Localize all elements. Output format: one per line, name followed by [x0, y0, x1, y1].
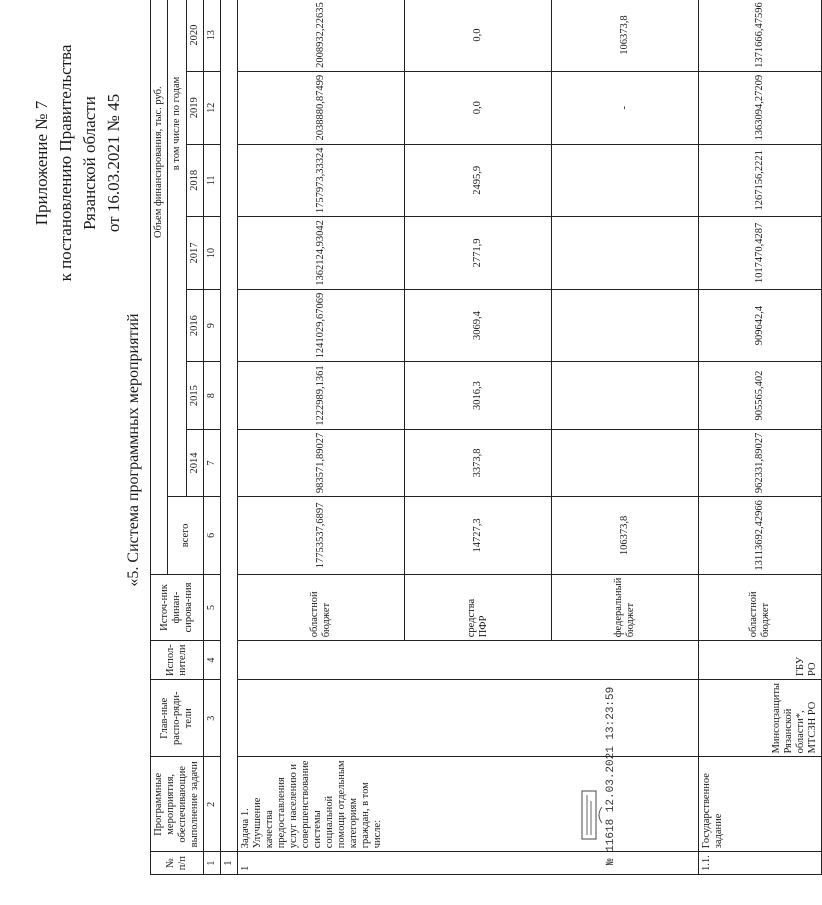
- index-cell: 5: [204, 574, 221, 641]
- index-cell: 12: [204, 71, 221, 144]
- program-measures-table: [150, 0, 822, 875]
- header-managers: Глав-ные распо-ряди-тели: [151, 680, 204, 757]
- year-2019: 2019: [187, 71, 204, 144]
- row-num: 1.1.: [699, 852, 822, 875]
- row-year-value: 3016,3: [405, 362, 552, 429]
- header-source: Источ-ник финан-сирова-ния: [151, 574, 204, 641]
- row-year-value: 1241029,67069: [238, 289, 405, 362]
- row-manager: Минсоцзащиты Рязанской области*, МТСЗН РО: [699, 680, 822, 757]
- row-source: областной бюджет: [699, 574, 822, 641]
- row-measure: Государственное задание: [699, 757, 822, 852]
- section-marker-row: [221, 0, 238, 875]
- header-measures: Программные мероприятия, обеспечивающие выполнение задачи: [151, 757, 204, 852]
- index-cell: 11: [204, 144, 221, 217]
- row-year-value: 0,0: [405, 0, 552, 71]
- table-row: [699, 0, 822, 875]
- header-num: № п/п: [151, 852, 204, 875]
- index-cell: 13: [204, 0, 221, 71]
- header-line-3: Рязанской области: [80, 96, 99, 230]
- row-year-value: 1267156,2221: [699, 144, 822, 217]
- row-total: 17753537,6897: [238, 497, 405, 575]
- row-year-value: 1362124,93042: [238, 217, 405, 290]
- section-marker-num: 1: [221, 852, 238, 875]
- table-header-row: [151, 0, 168, 875]
- year-2017: 2017: [187, 217, 204, 290]
- appendix-header: [30, 33, 126, 293]
- index-cell: 10: [204, 217, 221, 290]
- row-year-value: 2495,9: [405, 144, 552, 217]
- row-source: средства ПФР: [405, 574, 552, 641]
- row-year-value: 2771,9: [405, 217, 552, 290]
- section-marker-spacer: [221, 0, 238, 852]
- header-financing: Объем финансирования, тыс. руб.: [151, 0, 168, 574]
- row-year-value: 1363094,27209: [699, 71, 822, 144]
- header-line-4: от 16.03.2021 № 45: [104, 93, 123, 233]
- index-cell: 3: [204, 680, 221, 757]
- row-year-value: 3373,8: [405, 429, 552, 496]
- year-2020: 2020: [187, 0, 204, 71]
- row-year-value: 0,0: [405, 71, 552, 144]
- header-total: всего: [168, 497, 204, 575]
- index-cell: 7: [204, 429, 221, 496]
- row-year-value: 905565,402: [699, 362, 822, 429]
- row-year-value: 1017470,4287: [699, 217, 822, 290]
- row-year-value: 3069,4: [405, 289, 552, 362]
- row-measure: Задача 1. Улучшение качества предоставления услуг населению и совершенствование системы социальной помощи отдельным категориям граждан, в том числе:: [238, 757, 699, 852]
- column-index-row: [204, 0, 221, 875]
- index-cell: 1: [204, 852, 221, 875]
- row-year-value: [552, 144, 699, 217]
- header-executors: Испол-нители: [151, 641, 204, 680]
- section-title: «5. Система программных мероприятий: [125, 313, 142, 587]
- row-year-value: 2038880,87499: [238, 71, 405, 144]
- row-source: федеральный бюджет: [552, 574, 699, 641]
- row-year-value: 909642,4: [699, 289, 822, 362]
- row-year-value: 1371666,47596: [699, 0, 822, 71]
- row-source: областной бюджет: [238, 574, 405, 641]
- row-year-value: [552, 362, 699, 429]
- header-including: в том числе по годам: [168, 0, 187, 497]
- registration-footer: № 11618 12.03.2021 13:23:59: [605, 686, 617, 865]
- index-cell: 2: [204, 757, 221, 852]
- row-year-value: 106373,8: [552, 0, 699, 71]
- row-total: 14727,3: [405, 497, 552, 575]
- index-cell: 9: [204, 289, 221, 362]
- row-year-value: [552, 429, 699, 496]
- row-year-value: 1222989,1361: [238, 362, 405, 429]
- row-total: 106373,8: [552, 497, 699, 575]
- row-year-value: [552, 289, 699, 362]
- header-line-2: к постановлению Правительства: [56, 44, 75, 282]
- index-cell: 4: [204, 641, 221, 680]
- index-cell: 8: [204, 362, 221, 429]
- header-line-1: Приложение № 7: [32, 100, 51, 226]
- row-year-value: 962331,89027: [699, 429, 822, 496]
- row-num: 1: [238, 852, 699, 875]
- row-manager: [238, 680, 699, 757]
- row-year-value: 1757973,33324: [238, 144, 405, 217]
- year-2015: 2015: [187, 362, 204, 429]
- year-2014: 2014: [187, 429, 204, 496]
- row-year-value: [552, 217, 699, 290]
- row-executor: [238, 641, 699, 680]
- year-2018: 2018: [187, 144, 204, 217]
- row-executor: ГБУ РО: [699, 641, 822, 680]
- table-row: [238, 0, 405, 875]
- row-year-value: 983571,89027: [238, 429, 405, 496]
- year-2016: 2016: [187, 289, 204, 362]
- row-total: 13113692,42966: [699, 497, 822, 575]
- row-year-value: 2008932,22635: [238, 0, 405, 71]
- row-year-value: -: [552, 71, 699, 144]
- index-cell: 6: [204, 497, 221, 575]
